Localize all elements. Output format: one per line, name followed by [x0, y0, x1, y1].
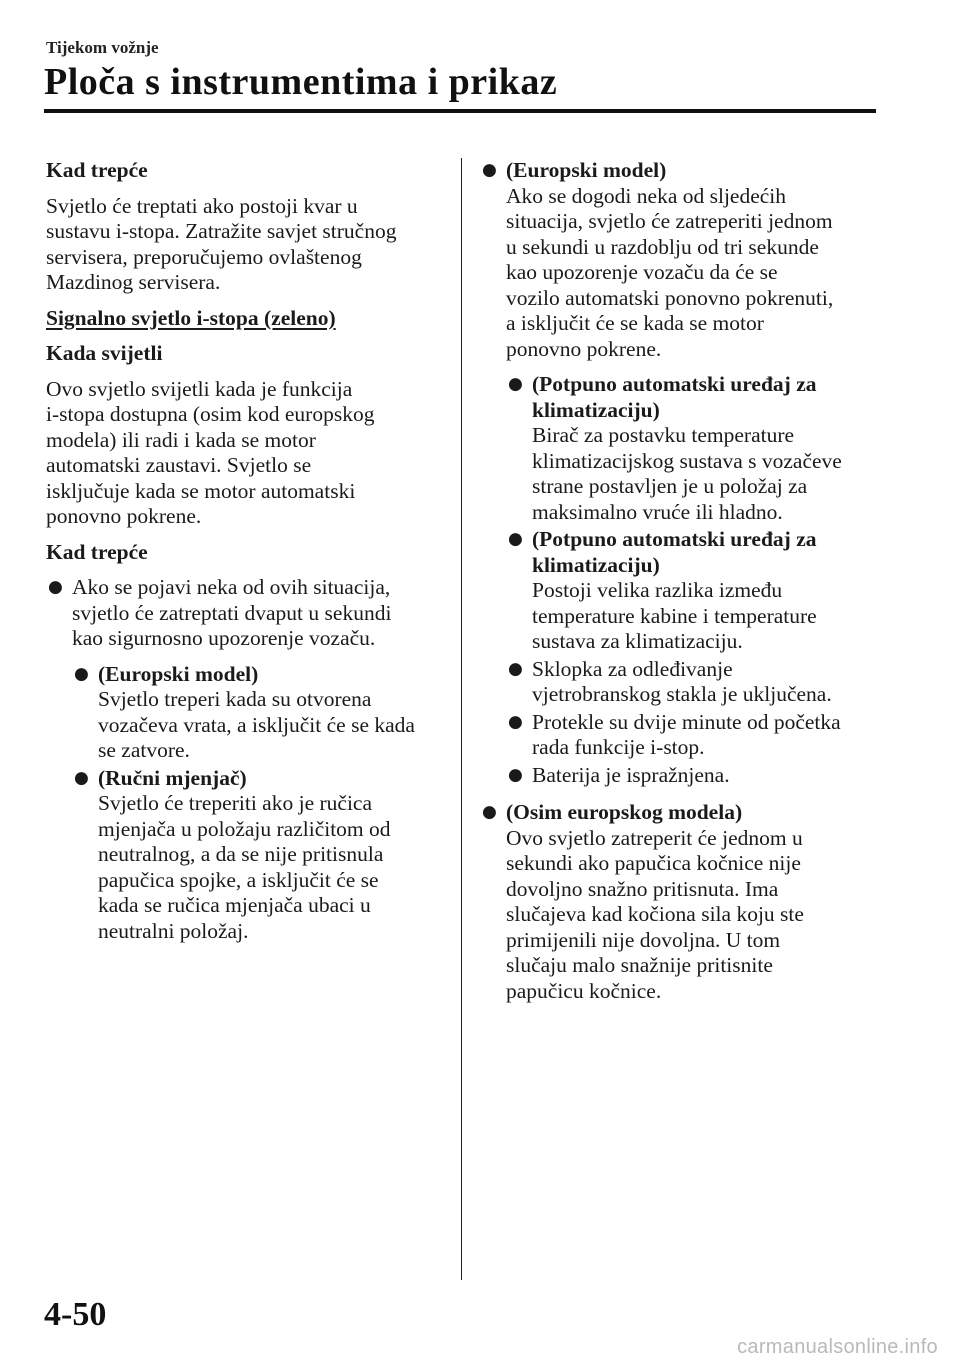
text-line: slučaju malo snažnije pritisnite [506, 953, 773, 977]
bullet-icon: ● [74, 663, 89, 684]
sub-bullet-item [506, 372, 880, 525]
bullet-label: (Potpuno automatski uređaj za [532, 372, 817, 396]
text-line: maksimalno vruće ili hladno. [532, 499, 783, 524]
bullet-label: klimatizaciju) [532, 552, 660, 577]
text-line: slučajeva kad kočiona sila koju ste [506, 902, 804, 926]
text-line: Baterija je ispražnjena. [532, 762, 730, 787]
text-line: rada funkcije i-stop. [532, 735, 705, 759]
text-line: dovoljno snažno pritisnuta. Ima [506, 876, 779, 901]
text-line: vozilo automatski ponovno pokrenuti, [506, 285, 834, 310]
text-line: kada se ručica mjenjača ubaci u [98, 893, 371, 917]
bullet-icon: ● [482, 802, 497, 822]
text-line: Ovo svjetlo zatreperit će jednom u [506, 825, 803, 850]
text-line: sustava za klimatizaciju. [532, 629, 743, 653]
left-column [46, 158, 444, 956]
bullet-label: (Osim europskog modela) [506, 800, 743, 824]
page-number: 4-50 [44, 1296, 107, 1333]
text-line: klimatizacijskog sustava s vozačeve [532, 448, 842, 473]
text-line: Ako se pojavi neka od ovih situacija, [72, 575, 391, 599]
text-line: strane postavljen je u položaj za [532, 474, 808, 498]
bullet-item [480, 800, 880, 1004]
sub-bullet-item [506, 710, 880, 761]
text-line: Ako se dogodi neka od sljedećih [506, 183, 787, 208]
bullet-icon: ● [508, 374, 523, 394]
text-line: Postoji velika razlika između [532, 578, 783, 602]
text-line: neutralnog, a da se nije pritisnula [98, 842, 384, 866]
text-line: primijenili nije dovoljna. U tom [506, 927, 781, 952]
sub-bullet-item [506, 657, 880, 708]
bullet-item [46, 575, 444, 652]
right-column [480, 158, 880, 1014]
text-line: Ovo svjetlo svijetli kada je funkcija [46, 376, 353, 401]
bullet-label: (Europski model) [506, 158, 667, 182]
sub-bullet-item [72, 766, 444, 945]
text-line: modela) ili radi i kada se motor [46, 427, 316, 452]
bullet-icon: ● [508, 711, 523, 732]
bullet-icon: ● [508, 658, 523, 679]
text-line: situacija, svjetlo će zatreperiti jednom [506, 209, 833, 233]
text-line: svjetlo će zatreptati dvaput u sekundi [72, 600, 392, 625]
header-rule [44, 109, 876, 113]
text-line: papučica spojke, a isključit će se [98, 867, 379, 892]
section-label: Tijekom vožnje [46, 38, 159, 57]
text-line: automatski zaustavi. Svjetlo se [46, 453, 312, 477]
text-line: vjetrobranskog stakla je uključena. [532, 682, 832, 706]
text-line: se zatvore. [98, 738, 190, 762]
text-line: ponovno pokrene. [46, 504, 202, 528]
bullet-icon: ● [74, 767, 89, 788]
text-line: sustavu i-stopa. Zatražite savjet stručnog [46, 219, 397, 243]
text-line: kao sigurnosno upozorenje vozaču. [72, 626, 376, 650]
bullet-label: (Potpuno automatski uređaj za [532, 527, 817, 551]
heading-kad-trepce-2: Kad trepće [46, 539, 148, 564]
text-line: i-stopa dostupna (osim kod europskog [46, 402, 375, 426]
text-line: kao upozorenje vozaču da će se [506, 260, 778, 284]
bullet-label: (Ručni mjenjač) [98, 765, 247, 790]
text-line: Birač za postavku temperature [532, 423, 795, 447]
paragraph-kvar [46, 194, 444, 296]
text-line: temperature kabine i temperature [532, 603, 817, 628]
text-line: vozačeva vrata, a isključit će se kada [98, 712, 415, 737]
text-line: u sekundi u razdoblju od tri sekunde [506, 234, 819, 259]
paragraph-svijetli [46, 377, 444, 530]
sub-bullet-item [506, 527, 880, 655]
bullet-icon: ● [482, 160, 497, 180]
text-line: mjenjača u položaju različitom od [98, 816, 391, 841]
text-line: Protekle su dvije minute od početka [532, 709, 841, 734]
text-line: neutralni položaj. [98, 918, 249, 943]
text-line: papučicu kočnice. [506, 978, 662, 1003]
bullet-icon: ● [508, 529, 523, 549]
text-line: Sklopka za odleđivanje [532, 656, 733, 681]
text-line: a isključit će se kada se motor [506, 311, 764, 335]
page-title: Ploča s instrumentima i prikaz [44, 61, 558, 103]
text-line: sekundi ako papučica kočnice nije [506, 851, 801, 875]
sub-bullet-item [72, 662, 444, 764]
text-line: ponovno pokrene. [506, 336, 662, 361]
bullet-label: klimatizaciju) [532, 397, 660, 422]
bullet-icon: ● [48, 577, 63, 597]
heading-kad-trepce: Kad trepće [46, 158, 148, 182]
bullet-item [480, 158, 880, 362]
sub-bullet-item [506, 763, 880, 789]
text-line: Svjetlo treperi kada su otvorena [98, 687, 372, 711]
column-divider [461, 158, 462, 1280]
heading-kada-svijetli: Kada svijetli [46, 341, 163, 365]
heading-signalno-svjetlo: Signalno svjetlo i-stopa (zeleno) [46, 305, 336, 330]
bullet-label: (Europski model) [98, 661, 259, 686]
watermark: carmanualsonline.info [737, 1336, 938, 1358]
text-line: Svjetlo će treperiti ako je ručica [98, 791, 372, 815]
bullet-icon: ● [508, 764, 523, 785]
text-line: servisera, preporučujemo ovlaštenog [46, 244, 362, 269]
text-line: isključuje kada se motor automatski [46, 478, 356, 503]
text-line: Mazdinog servisera. [46, 270, 221, 294]
text-line: Svjetlo će treptati ako postoji kvar u [46, 193, 358, 218]
